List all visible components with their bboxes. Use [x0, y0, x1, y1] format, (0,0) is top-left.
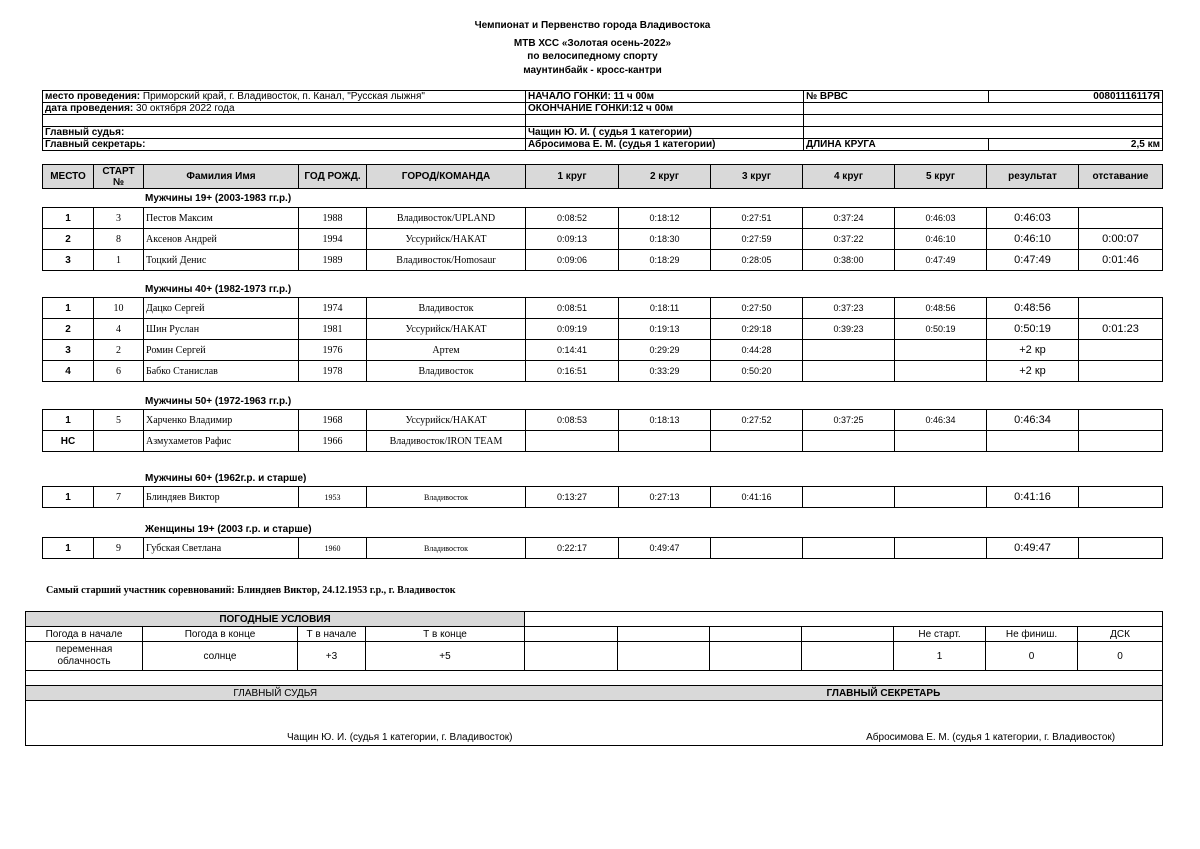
result-cell: 0:41:16 — [987, 487, 1079, 508]
results-table — [42, 297, 1163, 382]
gap-cell — [1079, 487, 1163, 508]
team-cell: Уссурийск/НАКАТ — [367, 410, 526, 431]
lap-5-cell: 0:46:34 — [895, 410, 987, 431]
lap-2-cell: 0:18:29 — [619, 250, 711, 271]
start-cell: 6 — [94, 361, 144, 382]
lap-3-cell: 0:50:20 — [711, 361, 803, 382]
name-cell: Аксенов Андрей — [144, 229, 299, 250]
temp-end-value: +5 — [366, 642, 525, 671]
gap-cell — [1079, 410, 1163, 431]
title-line-1: Чемпионат и Первенство города Владивостока — [474, 20, 711, 31]
lap-1-cell: 0:08:53 — [526, 410, 619, 431]
header-gap: отставание — [1079, 165, 1163, 189]
chief-judge-name: Чащин Ю. И. (судья 1 категории, г. Владивосток) — [26, 731, 525, 746]
table-row — [43, 431, 1163, 452]
name-cell: Ромин Сергей — [144, 340, 299, 361]
temp-end-header: Т в конце — [366, 627, 525, 642]
gap-cell: 0:00:07 — [1079, 229, 1163, 250]
date-cell — [43, 103, 526, 115]
lap-4-cell: 0:37:25 — [803, 410, 895, 431]
year-cell: 1981 — [299, 319, 367, 340]
lap-3-cell: 0:28:05 — [711, 250, 803, 271]
lap-3-cell: 0:27:50 — [711, 298, 803, 319]
start-cell: 1 — [94, 250, 144, 271]
place-cell: 1 — [43, 208, 94, 229]
result-cell: 0:46:34 — [987, 410, 1079, 431]
oldest-participant-note: Самый старший участник соревнований: Блиндяев Виктор, 24.12.1953 г.р., г. Владивосток — [46, 585, 456, 596]
chief-judge-title: ГЛАВНЫЙ СУДЬЯ — [26, 686, 525, 701]
lap-4-cell — [803, 361, 895, 382]
table-row — [43, 361, 1163, 382]
results-table — [42, 486, 1163, 508]
start-cell: 8 — [94, 229, 144, 250]
year-cell: 1994 — [299, 229, 367, 250]
group-title: Мужчины 50+ (1972-1963 гг.р.) — [145, 396, 292, 407]
header-lap-5: 5 круг — [895, 165, 987, 189]
dns-value: 1 — [894, 642, 986, 671]
team-cell: Уссурийск/НАКАТ — [367, 229, 526, 250]
place-cell: 4 — [43, 361, 94, 382]
chief-secretary-name: Абросимова Е. М. (судья 1 категории, г. Владивосток) — [802, 731, 1163, 746]
date-label: дата проведения: — [45, 103, 134, 114]
place-cell: 3 — [43, 250, 94, 271]
name-cell: Харченко Владимир — [144, 410, 299, 431]
lap-5-cell: 0:47:49 — [895, 250, 987, 271]
result-cell: +2 кр — [987, 361, 1079, 382]
year-cell: 1976 — [299, 340, 367, 361]
dnf-value: 0 — [986, 642, 1078, 671]
lap-2-cell: 0:18:30 — [619, 229, 711, 250]
place-cell: НС — [43, 431, 94, 452]
dsq-header: ДСК — [1078, 627, 1163, 642]
header-result: результат — [987, 165, 1079, 189]
header-lap-1: 1 круг — [526, 165, 619, 189]
table-row — [43, 410, 1163, 431]
year-cell: 1978 — [299, 361, 367, 382]
title-line-2: МТВ ХСС «Золотая осень-2022» — [513, 38, 672, 49]
lap-5-cell — [895, 361, 987, 382]
info-table — [42, 90, 1163, 151]
lap-2-cell: 0:29:29 — [619, 340, 711, 361]
lap-length-label: ДЛИНА КРУГА — [804, 139, 989, 151]
result-cell: 0:46:03 — [987, 208, 1079, 229]
group-title: Женщины 19+ (2003 г.р. и старше) — [145, 524, 312, 535]
gap-cell — [1079, 208, 1163, 229]
result-cell: 0:48:56 — [987, 298, 1079, 319]
weather-table — [25, 611, 1163, 746]
temp-start-value: +3 — [298, 642, 366, 671]
lap-5-cell — [895, 431, 987, 452]
lap-5-cell — [895, 487, 987, 508]
team-cell: Уссурийск/НАКАТ — [367, 319, 526, 340]
result-cell: 0:49:47 — [987, 538, 1079, 559]
dnf-header: Не финиш. — [986, 627, 1078, 642]
lap-5-cell: 0:46:10 — [895, 229, 987, 250]
gap-cell — [1079, 361, 1163, 382]
start-cell: 7 — [94, 487, 144, 508]
weather-start-header: Погода в начале — [26, 627, 143, 642]
team-cell: Владивосток — [367, 298, 526, 319]
team-cell: Владивосток/Homosaur — [367, 250, 526, 271]
table-row — [43, 538, 1163, 559]
lap-3-cell: 0:27:52 — [711, 410, 803, 431]
year-cell: 1974 — [299, 298, 367, 319]
year-cell: 1966 — [299, 431, 367, 452]
results-table — [42, 207, 1163, 271]
team-cell: Владивосток/IRON TEAM — [367, 431, 526, 452]
lap-5-cell: 0:48:56 — [895, 298, 987, 319]
lap-3-cell: 0:27:51 — [711, 208, 803, 229]
lap-1-cell: 0:16:51 — [526, 361, 619, 382]
lap-1-cell: 0:08:52 — [526, 208, 619, 229]
weather-end-header: Погода в конце — [143, 627, 298, 642]
secretary-value: Абросимова Е. М. (судья 1 категории) — [526, 139, 804, 151]
result-cell: +2 кр — [987, 340, 1079, 361]
chief-secretary-title: ГЛАВНЫЙ СЕКРЕТАРЬ — [802, 686, 1163, 701]
result-cell: 0:50:19 — [987, 319, 1079, 340]
lap-2-cell: 0:18:11 — [619, 298, 711, 319]
start-cell: 9 — [94, 538, 144, 559]
weather-start-value: переменная облачность — [26, 642, 143, 671]
lap-3-cell: 0:29:18 — [711, 319, 803, 340]
result-cell: 0:47:49 — [987, 250, 1079, 271]
group-title: Мужчины 40+ (1982-1973 гг.р.) — [145, 284, 292, 295]
name-cell: Азмухаметов Рафис — [144, 431, 299, 452]
lap-5-cell — [895, 340, 987, 361]
lap-2-cell: 0:27:13 — [619, 487, 711, 508]
gap-cell — [1079, 298, 1163, 319]
result-cell: 0:46:10 — [987, 229, 1079, 250]
team-cell: Владивосток/UPLAND — [367, 208, 526, 229]
name-cell: Дацко Сергей — [144, 298, 299, 319]
results-header — [42, 164, 1163, 189]
team-cell: Владивосток — [367, 538, 526, 559]
lap-4-cell — [803, 431, 895, 452]
lap-2-cell: 0:19:13 — [619, 319, 711, 340]
lap-4-cell: 0:37:22 — [803, 229, 895, 250]
header-lap-3: 3 круг — [711, 165, 803, 189]
table-row — [43, 229, 1163, 250]
team-cell: Владивосток — [367, 487, 526, 508]
place-cell: 3 — [43, 340, 94, 361]
header-team: ГОРОД/КОМАНДА — [367, 165, 526, 189]
year-cell: 1953 — [299, 487, 367, 508]
group-title: Мужчины 19+ (2003-1983 гг.р.) — [145, 193, 292, 204]
name-cell: Пестов Максим — [144, 208, 299, 229]
title-line-3: по велосипедному спорту — [527, 51, 658, 62]
lap-4-cell — [803, 538, 895, 559]
gap-cell: 0:01:46 — [1079, 250, 1163, 271]
lap-4-cell: 0:39:23 — [803, 319, 895, 340]
place-label: место проведения: — [45, 91, 141, 102]
lap-2-cell: 0:49:47 — [619, 538, 711, 559]
dsq-value: 0 — [1078, 642, 1163, 671]
table-row — [43, 298, 1163, 319]
name-cell: Шин Руслан — [144, 319, 299, 340]
lap-length-value: 2,5 км — [989, 139, 1163, 151]
name-cell: Бабко Станислав — [144, 361, 299, 382]
lap-4-cell: 0:37:24 — [803, 208, 895, 229]
header-year: ГОД РОЖД. — [299, 165, 367, 189]
place-cell: 2 — [43, 229, 94, 250]
header-lap-4: 4 круг — [803, 165, 895, 189]
temp-start-header: Т в начале — [298, 627, 366, 642]
header-lap-2: 2 круг — [619, 165, 711, 189]
lap-3-cell — [711, 538, 803, 559]
lap-2-cell: 0:33:29 — [619, 361, 711, 382]
lap-1-cell: 0:08:51 — [526, 298, 619, 319]
start-cell: 2 — [94, 340, 144, 361]
start-cell: 10 — [94, 298, 144, 319]
lap-2-cell: 0:18:12 — [619, 208, 711, 229]
lap-2-cell — [619, 431, 711, 452]
lap-4-cell: 0:37:23 — [803, 298, 895, 319]
place-cell: 1 — [43, 410, 94, 431]
start-cell: 3 — [94, 208, 144, 229]
year-cell: 1968 — [299, 410, 367, 431]
gap-cell — [1079, 538, 1163, 559]
dns-header: Не старт. — [894, 627, 986, 642]
results-table — [42, 537, 1163, 559]
name-cell: Губская Светлана — [144, 538, 299, 559]
name-cell: Блиндяев Виктор — [144, 487, 299, 508]
lap-4-cell: 0:38:00 — [803, 250, 895, 271]
gap-cell — [1079, 340, 1163, 361]
lap-2-cell: 0:18:13 — [619, 410, 711, 431]
place-cell: 1 — [43, 298, 94, 319]
end-time: ОКОНЧАНИЕ ГОНКИ:12 ч 00м — [526, 103, 804, 115]
year-cell: 1989 — [299, 250, 367, 271]
lap-4-cell — [803, 487, 895, 508]
place-value: Приморский край, г. Владивосток, п. Канал, "Русская лыжня" — [142, 91, 425, 102]
place-cell: 1 — [43, 538, 94, 559]
lap-1-cell: 0:09:19 — [526, 319, 619, 340]
lap-1-cell: 0:13:27 — [526, 487, 619, 508]
header-place: МЕСТО — [43, 165, 94, 189]
lap-3-cell: 0:44:28 — [711, 340, 803, 361]
place-cell: 2 — [43, 319, 94, 340]
judge-value: Чащин Ю. И. ( судья 1 категории) — [526, 127, 804, 139]
group-title: Мужчины 60+ (1962г.р. и старше) — [145, 473, 307, 484]
lap-5-cell: 0:50:19 — [895, 319, 987, 340]
lap-3-cell: 0:41:16 — [711, 487, 803, 508]
header-name: Фамилия Имя — [144, 165, 299, 189]
start-cell: 5 — [94, 410, 144, 431]
weather-title: ПОГОДНЫЕ УСЛОВИЯ — [26, 612, 525, 627]
lap-3-cell — [711, 431, 803, 452]
place-cell: 1 — [43, 487, 94, 508]
date-value: 30 октября 2022 года — [136, 103, 235, 114]
start-cell: 4 — [94, 319, 144, 340]
start-time: НАЧАЛО ГОНКИ: 11 ч 00м — [526, 91, 804, 103]
team-cell: Артем — [367, 340, 526, 361]
lap-1-cell: 0:09:13 — [526, 229, 619, 250]
weather-end-value: солнце — [143, 642, 298, 671]
result-cell — [987, 431, 1079, 452]
lap-5-cell — [895, 538, 987, 559]
place-cell — [43, 91, 526, 103]
lap-3-cell: 0:27:59 — [711, 229, 803, 250]
lap-4-cell — [803, 340, 895, 361]
secretary-label: Главный секретарь: — [43, 139, 526, 151]
table-row — [43, 487, 1163, 508]
table-row — [43, 319, 1163, 340]
header-start: СТАРТ № — [94, 165, 144, 189]
year-cell: 1960 — [299, 538, 367, 559]
lap-1-cell — [526, 431, 619, 452]
lap-5-cell: 0:46:03 — [895, 208, 987, 229]
title-line-4: маунтинбайк - кросс-кантри — [523, 65, 662, 76]
start-cell — [94, 431, 144, 452]
results-table — [42, 409, 1163, 452]
lap-1-cell: 0:22:17 — [526, 538, 619, 559]
table-row — [43, 250, 1163, 271]
name-cell: Тоцкий Денис — [144, 250, 299, 271]
lap-1-cell: 0:14:41 — [526, 340, 619, 361]
vrvs-value: 00801116117Я — [989, 91, 1163, 103]
team-cell: Владивосток — [367, 361, 526, 382]
year-cell: 1988 — [299, 208, 367, 229]
lap-1-cell: 0:09:06 — [526, 250, 619, 271]
gap-cell — [1079, 431, 1163, 452]
vrvs-label: № ВРВС — [804, 91, 989, 103]
table-row — [43, 340, 1163, 361]
gap-cell: 0:01:23 — [1079, 319, 1163, 340]
judge-label: Главный судья: — [43, 127, 526, 139]
table-row — [43, 208, 1163, 229]
